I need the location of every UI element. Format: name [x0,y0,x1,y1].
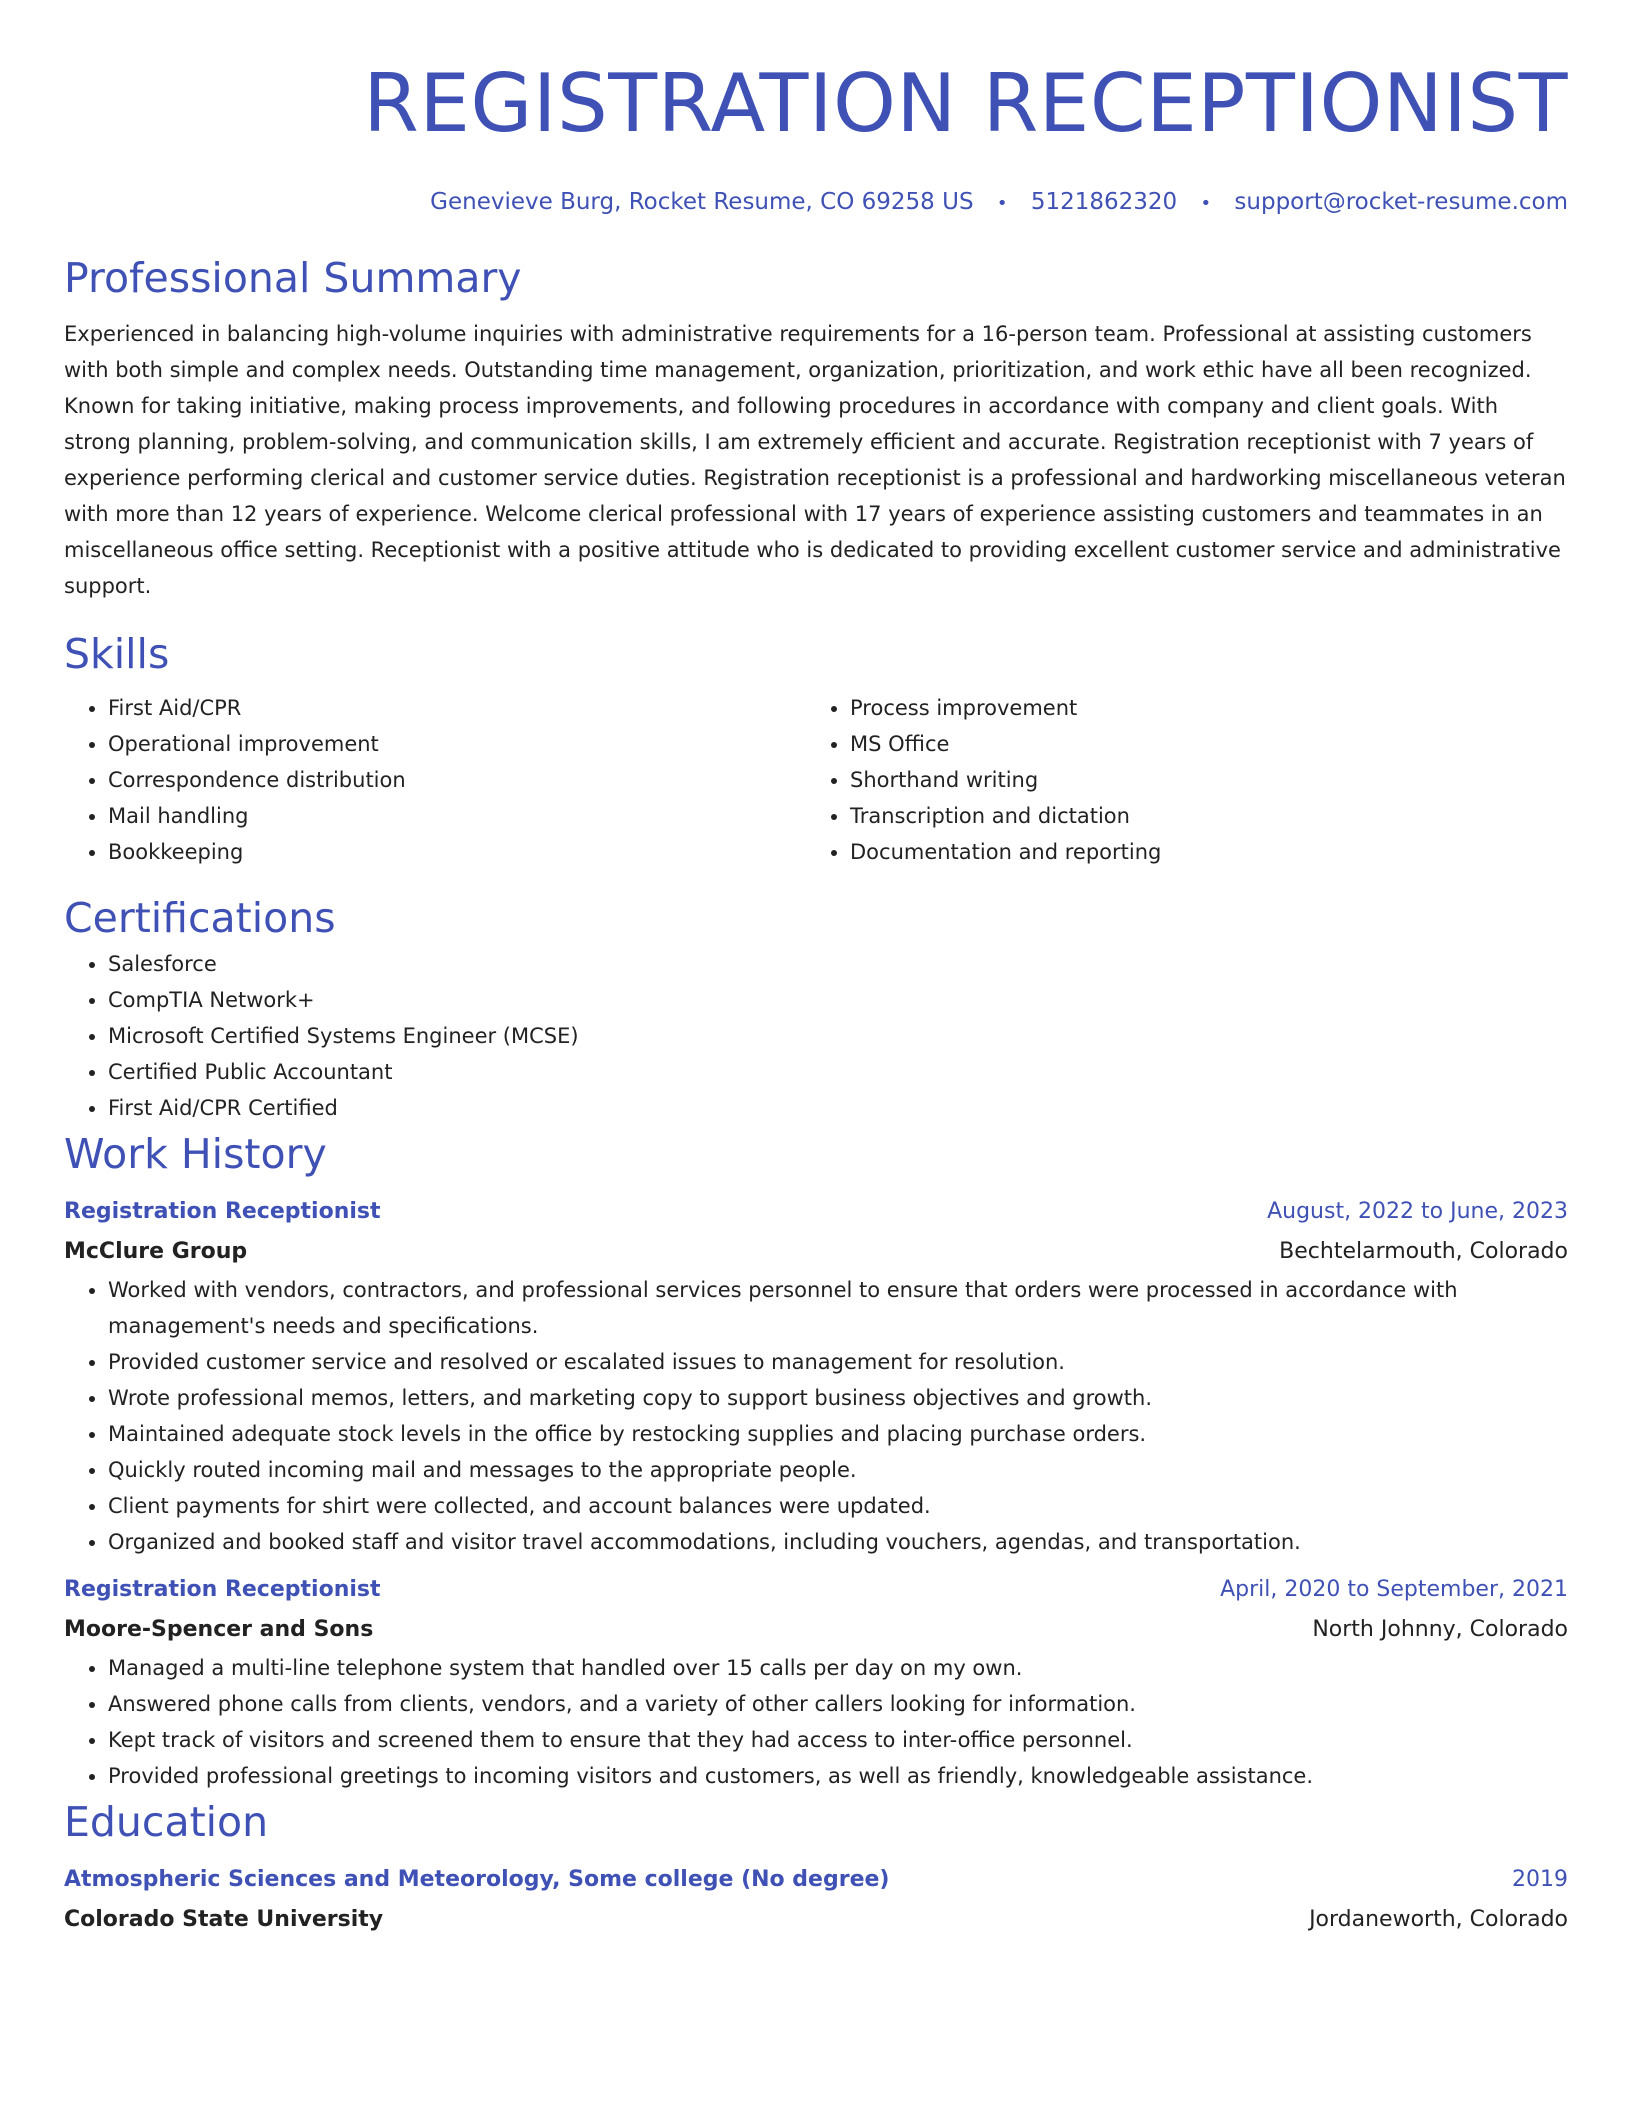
skill-item: • MS Office [850,726,1548,762]
job-duty: • Provided customer service and resolved or escalated issues to management for resolution. [108,1344,1568,1380]
job-duty: • Managed a multi-line telephone system that handled over 15 calls per day on my own. [108,1650,1568,1686]
certification-item: • Salesforce [108,946,1568,982]
job-duty: • Provided professional greetings to incoming visitors and customers, as well as friendly, knowledgeable assistance. [108,1758,1568,1794]
skill-item: • Mail handling [108,798,806,834]
job-duty: • Wrote professional memos, letters, and marketing copy to support business objectives and growth. [108,1380,1568,1416]
skill-item: • Process improvement [850,690,1548,726]
skills-grid [64,690,1568,870]
job-company: McClure Group [64,1239,248,1264]
certification-item: • CompTIA Network+ [108,982,1568,1018]
work-history-section [64,1126,1568,1794]
skills-section [64,626,1568,870]
education-header-row [64,1860,1568,1900]
job-duties-list [64,1650,1568,1794]
job-duty: • Answered phone calls from clients, vendors, and a variety of other callers looking for information. [108,1686,1568,1722]
skill-item: • Transcription and dictation [850,798,1548,834]
contact-email: support@rocket-resume.com [1234,189,1568,215]
contact-line [64,184,1568,222]
skills-heading: Skills [64,630,170,678]
job-duty: • Kept track of visitors and screened them to ensure that they had access to inter-office personnel. [108,1722,1568,1758]
resume-title: REGISTRATION RECEPTIONIST [363,57,1568,150]
skill-item: • Shorthand writing [850,762,1548,798]
certification-item: • First Aid/CPR Certified [108,1090,1568,1126]
skills-column-left [64,690,806,870]
job-company-row [64,1232,1568,1272]
job-header-row [64,1570,1568,1610]
education-heading: Education [64,1798,269,1846]
job-location: North Johnny, Colorado [1312,1617,1568,1642]
education-school: Colorado State University [64,1907,384,1932]
education-location: Jordaneworth, Colorado [1309,1907,1568,1932]
education-degree: Atmospheric Sciences and Meteorology, Some college (No degree) [64,1867,890,1892]
summary-heading: Professional Summary [64,254,522,302]
job-duties-list [64,1272,1568,1560]
contact-address: Genevieve Burg, Rocket Resume, CO 69258 US [430,189,974,215]
job-entry [64,1192,1568,1560]
job-duty: • Organized and booked staff and visitor travel accommodations, including vouchers, agendas, and transportation. [108,1524,1568,1560]
contact-separator: • [996,193,1008,214]
job-duty: • Quickly routed incoming mail and messages to the appropriate people. [108,1452,1568,1488]
job-header-row [64,1192,1568,1232]
job-dates: April, 2020 to September, 2021 [1220,1577,1568,1602]
work-history-heading: Work History [64,1130,327,1178]
summary-text: Experienced in balancing high-volume inquiries with administrative requirements for a 16-person team. Professional at assisting customers with both simple and complex needs. Outstanding time management, organization, prioritization, and work ethic have all been recognized. Known for taking initiative, making process improvements, and following procedures in accordance with company and client goals. With strong planning, problem-solving, and communication skills, I am extremely efficient and accurate. Registration receptionist with 7 years of experience performing clerical and customer service duties. Registration receptionist is a professional and hardworking miscellaneous veteran with more than 12 years of experience. Welcome clerical professional with 17 years of experience assisting customers and teammates in an miscellaneous office setting. Receptionist with a positive attitude who is dedicated to providing excellent customer service and administrative support. [64,322,1566,598]
job-duty: • Maintained adequate stock levels in the office by restocking supplies and placing purchase orders. [108,1416,1568,1452]
education-school-row [64,1900,1568,1940]
skill-item: • Operational improvement [108,726,806,762]
skill-item: • Bookkeeping [108,834,806,870]
skill-item: • First Aid/CPR [108,690,806,726]
certifications-list [64,946,1568,1126]
job-company-row [64,1610,1568,1650]
education-section [64,1794,1568,1940]
job-company: Moore-Spencer and Sons [64,1617,374,1642]
skill-item: • Documentation and reporting [850,834,1548,870]
job-location: Bechtelarmouth, Colorado [1279,1239,1568,1264]
education-year: 2019 [1512,1867,1568,1892]
summary-section [64,250,1568,604]
certifications-section [64,890,1568,1126]
contact-phone: 5121862320 [1030,189,1178,215]
certification-item: • Microsoft Certified Systems Engineer (MCSE) [108,1018,1568,1054]
skills-list-right [806,690,1548,870]
job-entry [64,1570,1568,1794]
job-title: Registration Receptionist [64,1199,381,1224]
job-title: Registration Receptionist [64,1577,381,1602]
education-entry [64,1860,1568,1940]
certifications-heading: Certifications [64,894,336,942]
job-duty: • Worked with vendors, contractors, and professional services personnel to ensure that orders were processed in accordance with management's needs and specifications. [108,1272,1568,1344]
skills-column-right [806,690,1548,870]
job-duty: • Client payments for shirt were collected, and account balances were updated. [108,1488,1568,1524]
contact-separator: • [1200,193,1212,214]
skills-list-left [64,690,806,870]
skill-item: • Correspondence distribution [108,762,806,798]
certification-item: • Certified Public Accountant [108,1054,1568,1090]
job-dates: August, 2022 to June, 2023 [1267,1199,1568,1224]
